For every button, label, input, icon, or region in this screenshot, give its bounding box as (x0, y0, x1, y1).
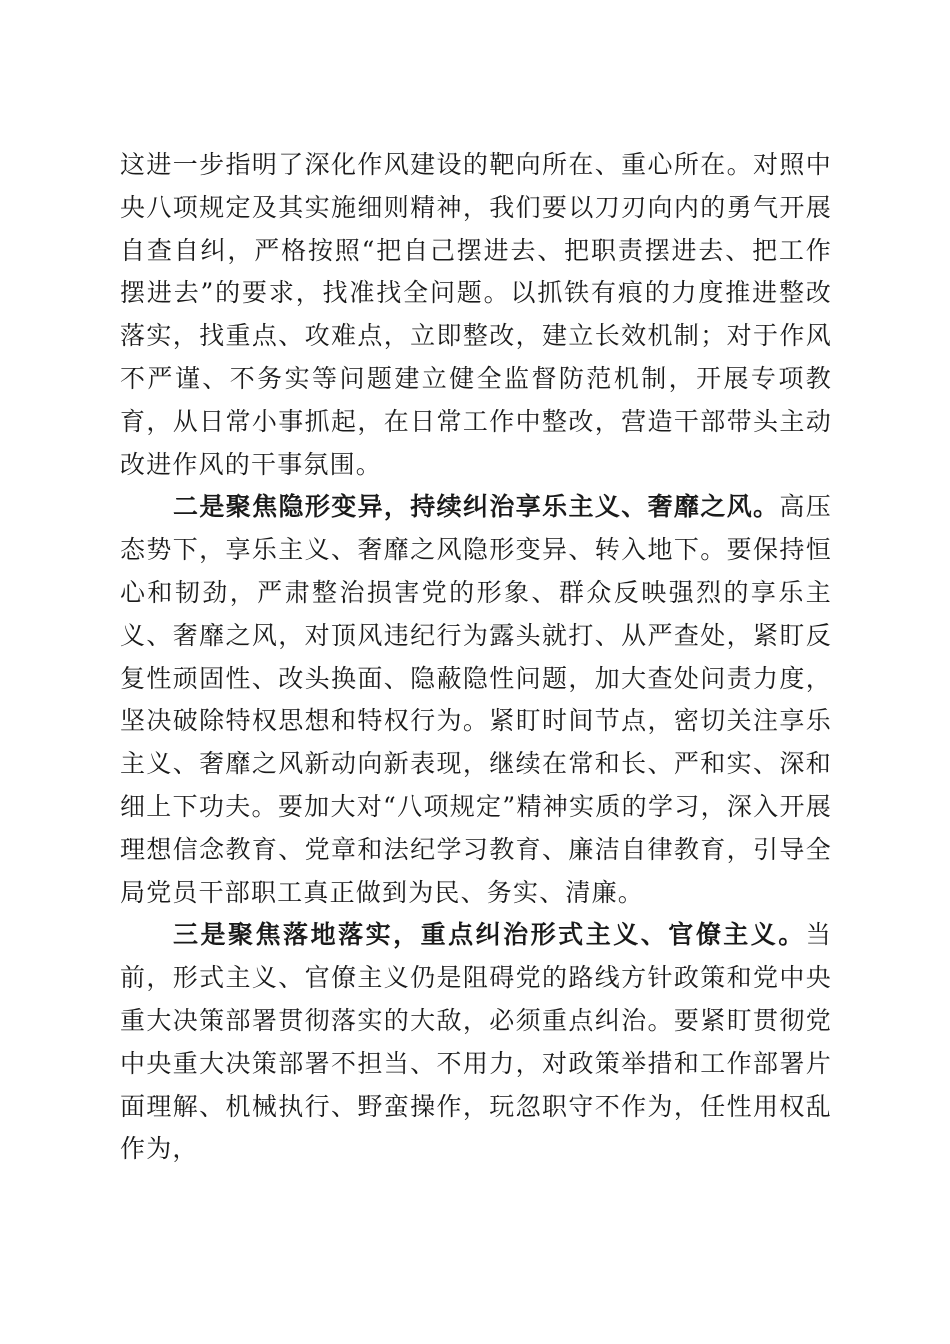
paragraph-2-text: 高压态势下，享乐主义、奢靡之风隐形变异、转入地下。要保持恒心和韧劲，严肃整治损害党的形象、群众反映强烈的享乐主义、奢靡之风，对顶风违纪行为露头就打、从严查处，紧盯反复性顽固性、改头换面、隐蔽隐性问题，加大查处问责力度，坚决破除特权思想和特权行为。紧盯时间节点，密切关注享乐主义、奢靡之风新动向新表现，继续在常和长、严和实、深和细上下功夫。要加大对“八项规定”精神实质的学习，深入开展理想信念教育、党章和法纪学习教育、廉洁自律教育，引导全局党员干部职工真正做到为民、务实、清廉。 (120, 492, 832, 907)
paragraph-3-text: 当前，形式主义、官僚主义仍是阻碍党的路线方针政策和党中央重大决策部署贯彻落实的大敌，必须重点纠治。要紧盯贯彻党中央重大决策部署不担当、不用力，对政策举措和工作部署片面理解、机械执行、野蛮操作，玩忽职守不作为，任性用权乱作为， (120, 920, 832, 1164)
paragraph-1-text: 这进一步指明了深化作风建设的靶向所在、重心所在。对照中央八项规定及其实施细则精神，我们要以刀刃向内的勇气开展自查自纠，严格按照“把自己摆进去、把职责摆进去、把工作摆进去”的要求，找准找全问题。以抓铁有痕的力度推进整改落实，找重点、攻难点，立即整改，建立长效机制；对于作风不严谨、不务实等问题建立健全监督防范机制，开展专项教育，从日常小事抓起，在日常工作中整改，营造干部带头主动改进作风的干事氛围。 (120, 150, 832, 479)
document-body (120, 144, 832, 1171)
paragraph-2-lead: 二是聚焦隐形变异，持续纠治享乐主义、奢靡之风。 (173, 492, 780, 522)
paragraph-3 (120, 914, 832, 1171)
paragraph-3-lead: 三是聚焦落地落实，重点纠治形式主义、官僚主义。 (173, 920, 806, 950)
paragraph-1 (120, 144, 832, 486)
paragraph-2 (120, 486, 832, 914)
